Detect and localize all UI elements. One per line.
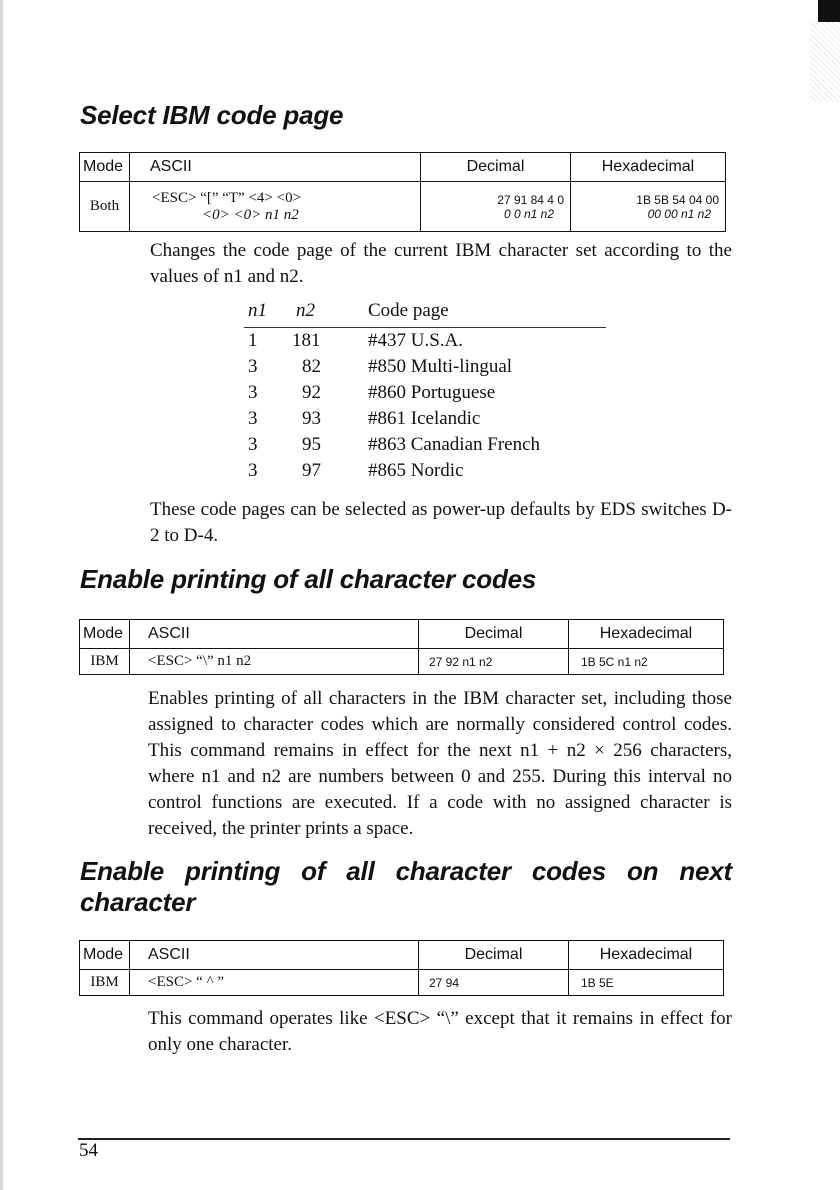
hex-value — [569, 649, 724, 675]
mode-value: Both — [80, 182, 130, 232]
hex-line: 1B 5E — [581, 975, 614, 990]
table-header-row — [80, 941, 724, 970]
table-row — [80, 970, 724, 996]
ascii-line: <ESC> “[” “T” <4> <0> — [152, 189, 302, 206]
code-page-value: #863 Canadian French — [368, 434, 541, 455]
scan-noise — [810, 22, 840, 102]
decimal-value — [421, 182, 571, 232]
ascii-value — [130, 649, 419, 675]
n2-value: 93 — [302, 408, 321, 429]
n1-value: 3 — [248, 408, 258, 429]
header-decimal: Decimal — [419, 620, 569, 649]
header-hexadecimal: Hexadecimal — [569, 620, 724, 649]
body-paragraph: This command operates like <ESC> “\” except that it remains in effect for only one character. — [148, 1008, 732, 1055]
body-paragraph: Changes the code page of the current IBM character set according to the values of n1 and n2. — [150, 240, 732, 287]
n1-value: 3 — [248, 434, 258, 455]
code-page-value: #850 Multi-lingual — [368, 356, 513, 377]
table-row — [80, 649, 724, 675]
header-mode: Mode — [80, 620, 130, 649]
ascii-line: <ESC> “ ^ ” — [148, 974, 225, 990]
code-page-value: #860 Portuguese — [368, 382, 496, 403]
header-ascii: ASCII — [130, 620, 419, 649]
header-ascii: ASCII — [130, 153, 421, 182]
ascii-line: <ESC> “\” n1 n2 — [148, 653, 252, 669]
code-page-value: #865 Nordic — [368, 460, 464, 481]
section-heading-enable-printing-next-character: Enable printing of all character codes on next character — [80, 856, 732, 918]
hex-line: 1B 5B 54 04 00 — [636, 192, 719, 207]
decimal-value — [419, 970, 569, 996]
mode-value: IBM — [80, 649, 130, 675]
header-hexadecimal: Hexadecimal — [569, 941, 724, 970]
header-ascii: ASCII — [130, 941, 419, 970]
footer-rule — [78, 1138, 730, 1140]
n2-value: 82 — [302, 356, 321, 377]
ascii-value — [130, 182, 421, 232]
n2-value: 97 — [302, 460, 321, 481]
decimal-value — [419, 649, 569, 675]
n2-value: 92 — [302, 382, 321, 403]
header-mode: Mode — [80, 941, 130, 970]
ascii-line: <0> <0> n1 n2 — [202, 206, 299, 223]
body-paragraph: These code pages can be selected as power-up defaults by EDS switches D-2 to D-4. — [150, 499, 732, 546]
column-label-n2: n2 — [296, 300, 315, 321]
mode-value: IBM — [80, 970, 130, 996]
hex-line: 1B 5C n1 n2 — [581, 654, 648, 669]
body-paragraph: Enables printing of all characters in the IBM character set, including those assigned to character codes which are normally considered control codes. This command remains in effect for the next n1 + n2 × 256 characters, where n1 and n2 are numbers between 0 and 255. During this interval no control functions are executed. If a code with no assigned character is received, the printer prints a space. — [148, 688, 732, 839]
n2-value: 181 — [292, 330, 321, 351]
header-mode: Mode — [80, 153, 130, 182]
decimal-line: 27 92 n1 n2 — [429, 654, 493, 669]
decimal-line: 27 94 — [429, 975, 460, 990]
decimal-line: 0 0 n1 n2 — [503, 206, 554, 221]
table-row — [80, 182, 726, 232]
section-heading-enable-printing-all-codes: Enable printing of all character codes — [80, 564, 537, 594]
table-header-row — [80, 620, 724, 649]
ascii-value — [130, 970, 419, 996]
table-header-row — [80, 153, 726, 182]
column-label-code-page: Code page — [368, 300, 449, 321]
hex-line: 00 00 n1 n2 — [647, 206, 711, 221]
header-hexadecimal: Hexadecimal — [571, 153, 726, 182]
hex-value — [571, 182, 726, 232]
command-table-enable-all-codes — [79, 619, 724, 675]
n1-value: 3 — [248, 382, 258, 403]
n1-value: 3 — [248, 460, 258, 481]
header-decimal: Decimal — [419, 941, 569, 970]
page-number: 54 — [79, 1140, 98, 1161]
hex-value — [569, 970, 724, 996]
code-page-value: #861 Icelandic — [368, 408, 481, 429]
command-table-enable-next-character — [79, 940, 724, 996]
divider — [244, 327, 606, 328]
command-table-select-code-page — [79, 152, 726, 232]
header-decimal: Decimal — [421, 153, 571, 182]
n1-value: 3 — [248, 356, 258, 377]
column-label-n1: n1 — [248, 300, 267, 321]
corner-registration-mark — [818, 0, 840, 22]
n1-value: 1 — [248, 330, 258, 351]
section-heading-select-ibm-code-page: Select IBM code page — [80, 100, 344, 130]
decimal-line: 27 91 84 4 0 — [497, 192, 564, 207]
code-page-value: #437 U.S.A. — [368, 330, 464, 351]
n2-value: 95 — [302, 434, 321, 455]
page-scan-edge — [0, 0, 3, 1190]
